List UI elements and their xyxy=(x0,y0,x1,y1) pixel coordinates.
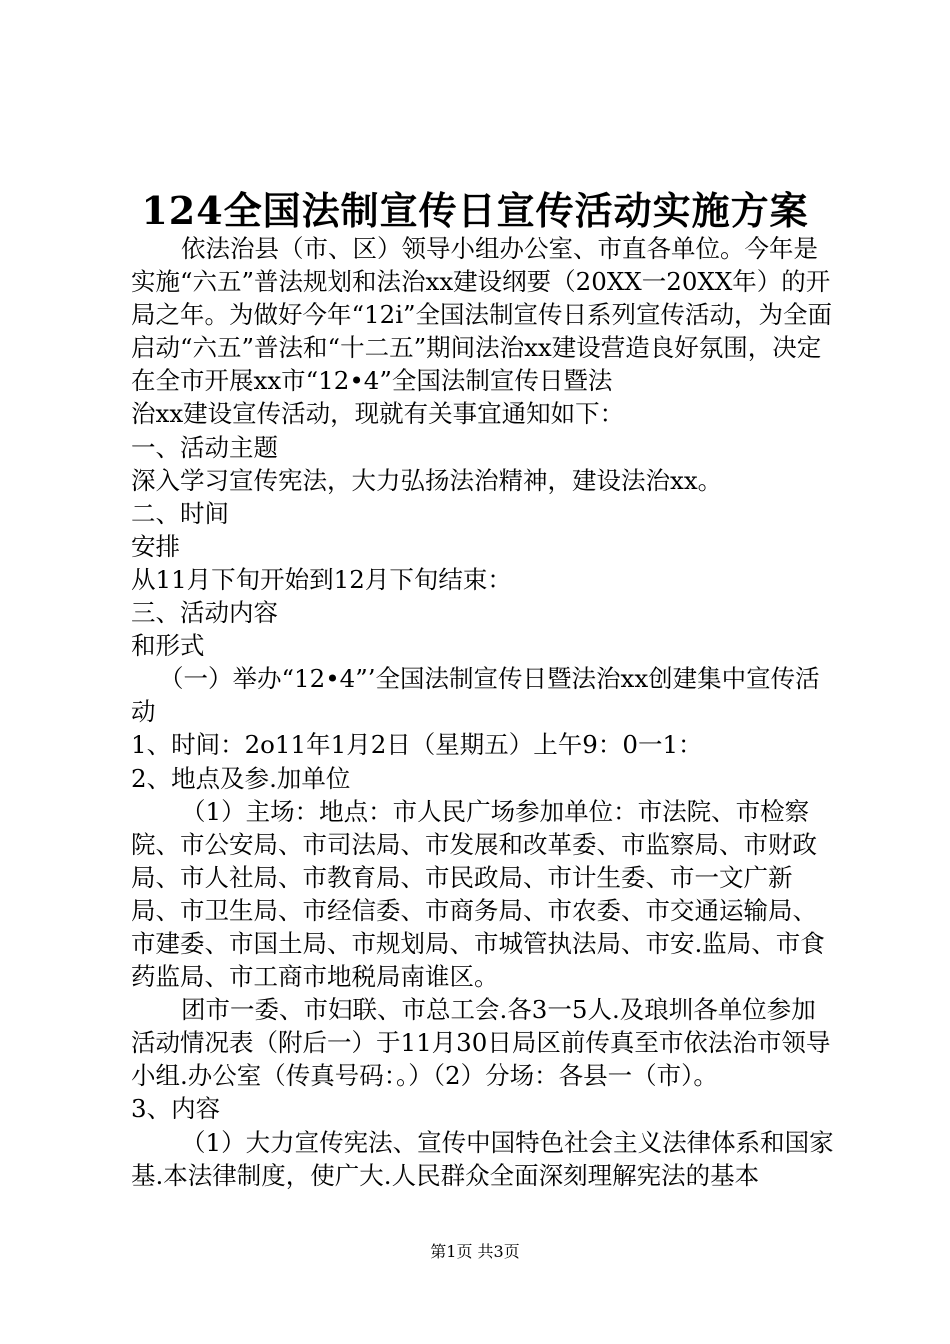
paragraph-intro: 依法治县（市、区）领导小组办公室、市直各单位。今年是实施“六五”普法规划和法治xx建设纲要（20XX一20XX年）的开局之年。为做好今年“12i”全国法制宣传日系列宣传活动，为全面启动“六五”普法和“十二五”期间法治xx建设营造良好氛围，决定在全市开展xx市“12•4”全国法制宣传日暨法 xyxy=(131,234,833,396)
document-title: 124全国法制宣传日宣传活动实施方案 xyxy=(141,188,809,233)
page-footer: 第1页 共3页 xyxy=(430,1242,520,1261)
paragraph-content-detail: （1）大力宣传宪法、宣传中国特色社会主义法律体系和国家基.本法律制度，使广大.人民群众全面深刻理解宪法的基本 xyxy=(131,1127,834,1190)
paragraph-time: 从11月下旬开始到12月下旬结束： xyxy=(131,564,512,594)
paragraph-intro-continued: 治xx建设宣传活动，现就有关事宜通知如下： xyxy=(131,399,625,429)
paragraph-participants: 团市一委、市妇联、市总工会.各3一5人.及琅圳各单位参加活动情况表（附后一）于11月30日局区前传真至市依法治市领导小组.办公室（传真号码：。）（2）分场：各县一（市）。 xyxy=(131,995,831,1091)
section-heading-theme: 一、活动主题 xyxy=(131,432,278,462)
section-heading-time-continued: 安排 xyxy=(131,531,180,561)
paragraph-theme: 深入学习宣传宪法，大力弘扬法治精神，建设法治xx。 xyxy=(131,465,723,495)
section-heading-content-continued: 和形式 xyxy=(131,631,205,661)
section-heading-time: 二、时间 xyxy=(131,498,229,528)
paragraph-event-time: 1、时间：2o11年1月2日（星期五）上午9：0一1： xyxy=(131,730,703,760)
paragraph-content-heading: 3、内容 xyxy=(131,1094,221,1124)
paragraph-event: （一）举办“12•4”’全国法制宣传日暨法治xx创建集中宣传活动 xyxy=(131,664,820,727)
document-body xyxy=(131,232,835,1192)
paragraph-event-location: 2、地点及参.加单位 xyxy=(131,763,351,793)
section-heading-content: 三、活动内容 xyxy=(131,598,278,628)
paragraph-main-venue: （1）主场：地点：市人民广场参加单位：市法院、市检察院、市公安局、市司法局、市发展和改革委、市监察局、市财政局、市人社局、市教育局、市民政局、市计生委、市一文广新局、市卫生局、市经信委、市商务局、市农委、市交通运输局、市建委、市国土局、市规划局、市城管执法局、市安.监局、市食药监局、市工商市地税局南谁区。 xyxy=(131,796,825,992)
